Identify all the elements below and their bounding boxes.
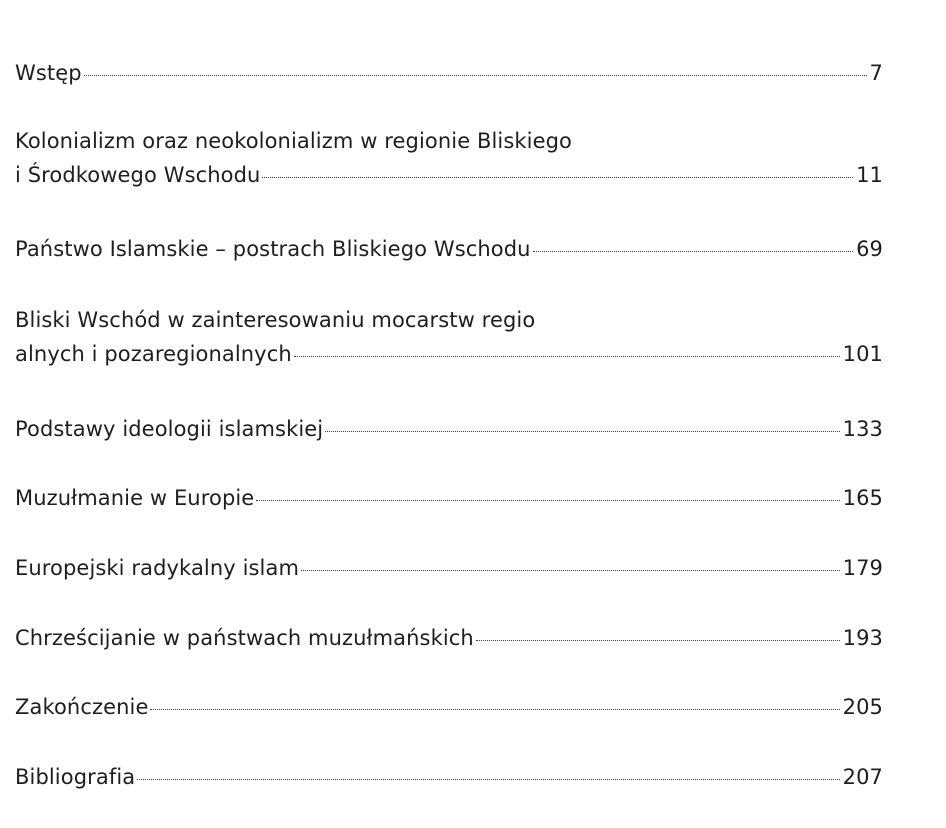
- toc-entry-title: Muzułmanie w Europie: [15, 486, 255, 510]
- toc-entry-chrzescijanie: [15, 621, 883, 655]
- toc-entry-page-number: 205: [842, 695, 883, 719]
- toc-entry-europejski-islam: [15, 551, 883, 585]
- toc-entry-title: Chrześcijanie w państwach muzułmańskich: [15, 626, 474, 650]
- dot-leader: [262, 177, 853, 178]
- toc-entry-title: Bibliografia: [15, 765, 136, 789]
- toc-entry-line: [15, 621, 883, 655]
- dot-leader: [325, 431, 839, 432]
- toc-entry-bliski-wschod: [15, 303, 883, 371]
- toc-entry-line: [15, 158, 883, 192]
- toc-entry-page-number: 179: [842, 556, 883, 580]
- toc-entry-page-number: 11: [856, 163, 883, 187]
- toc-entry-podstawy-ideologii: [15, 412, 883, 446]
- toc-entry-line: [15, 303, 883, 337]
- toc-entry-line: [15, 232, 883, 266]
- dot-leader: [84, 75, 867, 76]
- toc-entry-page-number: 207: [842, 765, 883, 789]
- toc-entry-wstep: [15, 56, 883, 90]
- toc-entry-title: Bliski Wschód w zainteresowaniu mocarstw regio: [15, 308, 536, 332]
- toc-entry-title-continued: alnych i pozaregionalnych: [15, 342, 292, 366]
- toc-entry-title: Kolonializm oraz neokolonializm w regionie Bliskiego: [15, 129, 573, 153]
- toc-entry-page-number: 7: [869, 61, 883, 85]
- toc-entry-line: [15, 760, 883, 794]
- toc-entry-title: Państwo Islamskie – postrach Bliskiego Wschodu: [15, 237, 531, 261]
- toc-entry-page-number: 101: [842, 342, 883, 366]
- toc-entry-muzulmanie-w-europie: [15, 481, 883, 515]
- dot-leader: [476, 640, 840, 641]
- dot-leader: [256, 500, 839, 501]
- toc-entry-page-number: 69: [856, 237, 883, 261]
- toc-entry-line: [15, 337, 883, 371]
- toc-entry-line: [15, 56, 883, 90]
- dot-leader: [137, 779, 839, 780]
- toc-entry-title: Europejski radykalny islam: [15, 556, 299, 580]
- toc-entry-panstwo-islamskie: [15, 232, 883, 266]
- toc-entry-kolonializm: [15, 124, 883, 192]
- toc-entry-line: [15, 412, 883, 446]
- toc-entry-title: Wstęp: [15, 61, 82, 85]
- toc-entry-bibliografia: [15, 760, 883, 794]
- toc-entry-page-number: 133: [842, 417, 883, 441]
- dot-leader: [150, 709, 839, 710]
- toc-entry-line: [15, 551, 883, 585]
- dot-leader: [533, 251, 853, 252]
- toc-entry-title: Zakończenie: [15, 695, 149, 719]
- toc-entry-zakonczenie: [15, 690, 883, 724]
- dot-leader: [294, 356, 840, 357]
- toc-entry-title: Podstawy ideologii islamskiej: [15, 417, 324, 441]
- toc-entry-title-continued: i Środkowego Wschodu: [15, 163, 261, 187]
- toc-entry-page-number: 193: [842, 626, 883, 650]
- toc-entry-page-number: 165: [842, 486, 883, 510]
- toc-entry-line: [15, 481, 883, 515]
- toc-entry-line: [15, 124, 883, 158]
- dot-leader: [301, 570, 840, 571]
- toc-entry-line: [15, 690, 883, 724]
